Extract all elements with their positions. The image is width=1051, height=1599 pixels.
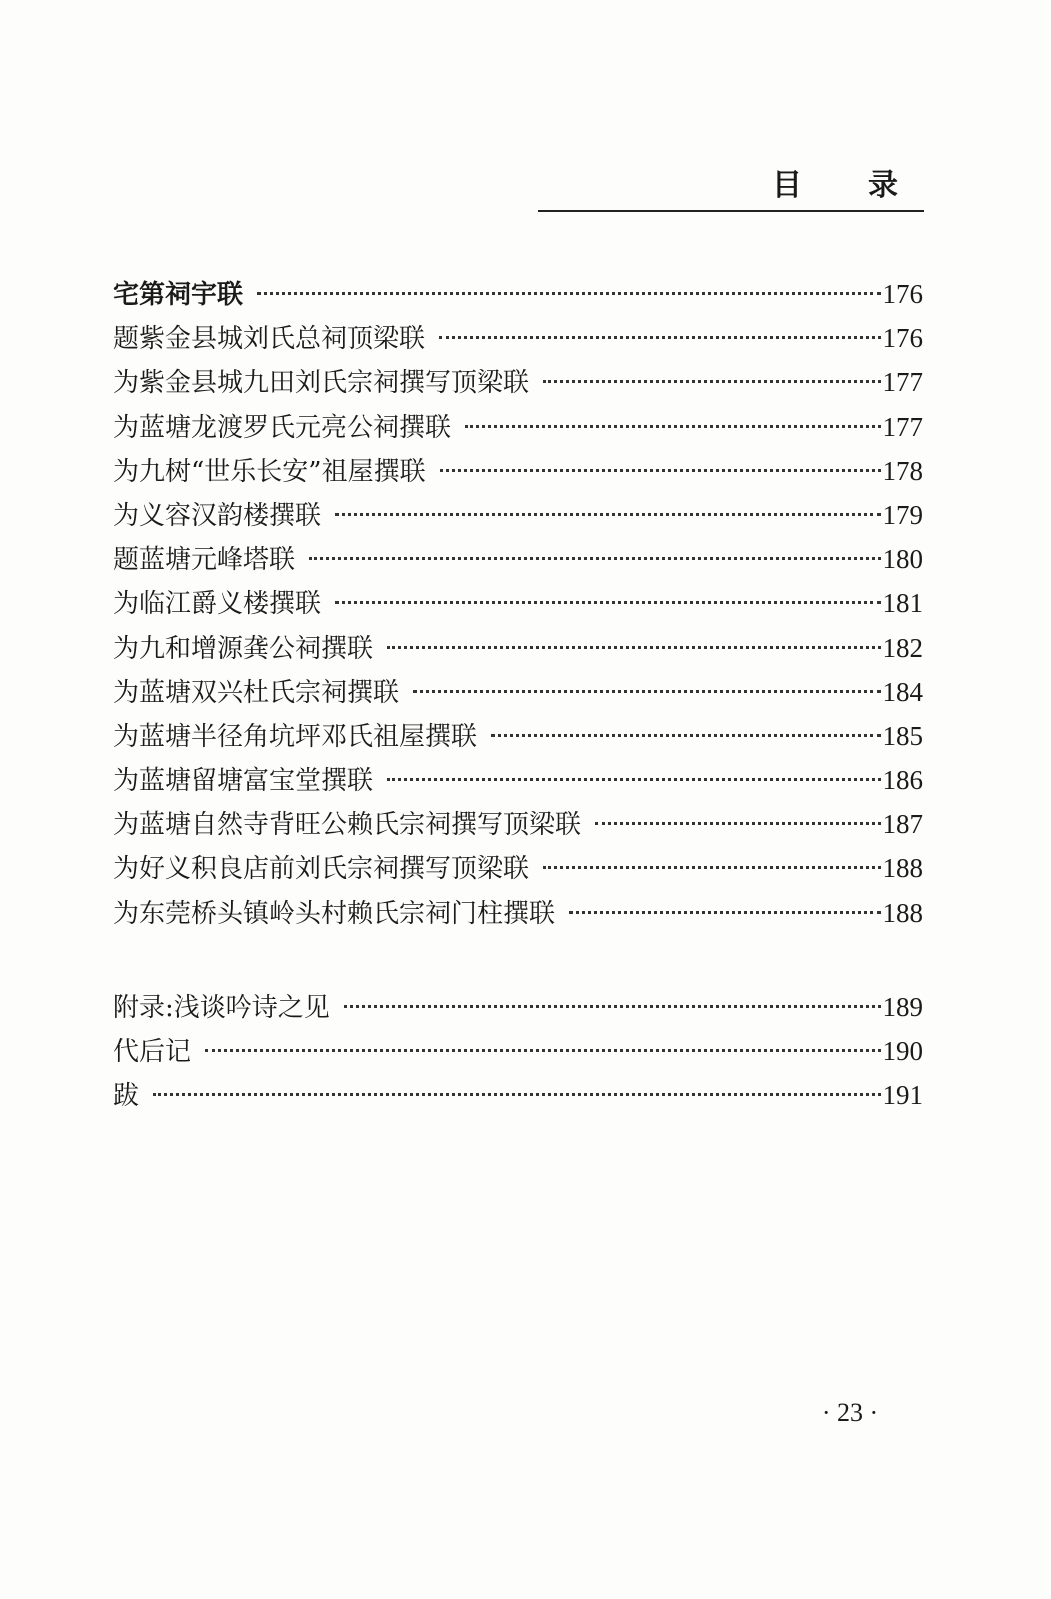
toc-entry — [113, 626, 923, 670]
toc-entry-page: 187 — [882, 809, 923, 840]
toc-gap — [113, 935, 923, 985]
toc-entry — [113, 405, 923, 449]
toc-leader-dots — [465, 425, 880, 428]
toc-entry-title: 跋 — [113, 1081, 140, 1112]
toc-entry-page: 189 — [882, 991, 923, 1022]
toc-entry-page: 177 — [882, 367, 923, 398]
toc-entry-page: 179 — [882, 499, 923, 530]
toc-entry-page: 180 — [882, 544, 923, 575]
toc-section-heading — [113, 272, 923, 316]
page-number: · 23 · — [821, 1398, 879, 1427]
toc-entry-page: 191 — [882, 1080, 923, 1111]
toc-leader-dots — [413, 690, 880, 693]
toc-entry-title: 宅第祠宇联 — [113, 280, 244, 310]
toc-entry-title: 为紫金县城九田刘氏宗祠撰写顶梁联 — [113, 368, 530, 399]
toc-leader-dots — [543, 380, 880, 383]
toc-leader-dots — [543, 866, 880, 869]
toc-leader-dots — [257, 292, 880, 295]
toc-entry — [113, 449, 923, 493]
toc-entry — [113, 985, 923, 1029]
toc-entry-title: 题紫金县城刘氏总祠顶梁联 — [113, 324, 426, 355]
toc-leader-dots — [387, 646, 880, 649]
toc-entry — [113, 581, 923, 625]
toc-entry — [113, 714, 923, 758]
toc-leader-dots — [439, 336, 880, 339]
toc-entry-title: 为东莞桥头镇岭头村赖氏宗祠门柱撰联 — [113, 898, 556, 929]
toc-leader-dots — [491, 734, 880, 737]
toc-entry — [113, 493, 923, 537]
toc-entry-page: 176 — [882, 279, 923, 309]
toc-leader-dots — [309, 557, 880, 560]
toc-entry-title: 附录:浅谈吟诗之见 — [113, 992, 330, 1023]
toc-entry — [113, 891, 923, 935]
header-title: 目 录 — [772, 168, 916, 203]
toc-entry-page: 177 — [882, 411, 923, 442]
toc-entry-page: 186 — [882, 765, 923, 796]
toc-entry-title: 为蓝塘龙渡罗氏元亮公祠撰联 — [113, 412, 452, 443]
toc-entry-page: 185 — [882, 720, 923, 751]
toc-entry-title: 为蓝塘双兴杜氏宗祠撰联 — [113, 677, 400, 708]
toc-entry — [113, 316, 923, 360]
toc-leader-dots — [335, 513, 880, 516]
toc-entry-title: 为蓝塘自然寺背旺公赖氏宗祠撰写顶梁联 — [113, 810, 582, 841]
running-header — [538, 168, 924, 212]
toc-main-list — [113, 272, 923, 935]
toc-entry-title: 为蓝塘半径角坑坪邓氏祖屋撰联 — [113, 721, 478, 752]
toc-leader-dots — [569, 911, 880, 914]
toc-entry-page: 178 — [882, 455, 923, 486]
toc-entry-title: 代后记 — [113, 1037, 192, 1067]
toc-entry — [113, 360, 923, 404]
toc-leader-dots — [153, 1093, 880, 1096]
toc-entry-page: 188 — [882, 853, 923, 884]
toc-leader-dots — [335, 601, 880, 604]
toc-entry-page: 188 — [882, 897, 923, 928]
toc-entry-page: 181 — [882, 588, 923, 619]
toc-entry-title: 为九和增源龚公祠撰联 — [113, 633, 374, 664]
toc-entry — [113, 1073, 923, 1117]
toc-entry — [113, 846, 923, 890]
toc-appendix-list — [113, 985, 923, 1118]
toc-entry — [113, 537, 923, 581]
toc-entry — [113, 1029, 923, 1073]
toc-entry — [113, 758, 923, 802]
toc-entry-page: 176 — [882, 323, 923, 354]
toc-entry-title: 为好义积良店前刘氏宗祠撰写顶梁联 — [113, 854, 530, 885]
toc-entry-page: 182 — [882, 632, 923, 663]
toc-entry — [113, 670, 923, 714]
toc-leader-dots — [205, 1049, 880, 1052]
toc-entry-page: 190 — [882, 1036, 923, 1066]
toc-entry — [113, 802, 923, 846]
toc-entry-title: 为临江爵义楼撰联 — [113, 589, 322, 620]
toc-entry-title: 为九树“世乐长安”祖屋撰联 — [113, 456, 426, 487]
toc-leader-dots — [387, 778, 880, 781]
toc-entry-title: 为义容汉韵楼撰联 — [113, 500, 322, 531]
toc-entry-title: 为蓝塘留塘富宝堂撰联 — [113, 766, 374, 797]
toc-entry-page: 184 — [882, 676, 923, 707]
toc-entry-title: 题蓝塘元峰塔联 — [113, 545, 296, 576]
toc-leader-dots — [344, 1005, 881, 1008]
toc-leader-dots — [595, 822, 880, 825]
table-of-contents — [113, 272, 923, 1117]
toc-leader-dots — [440, 469, 881, 472]
